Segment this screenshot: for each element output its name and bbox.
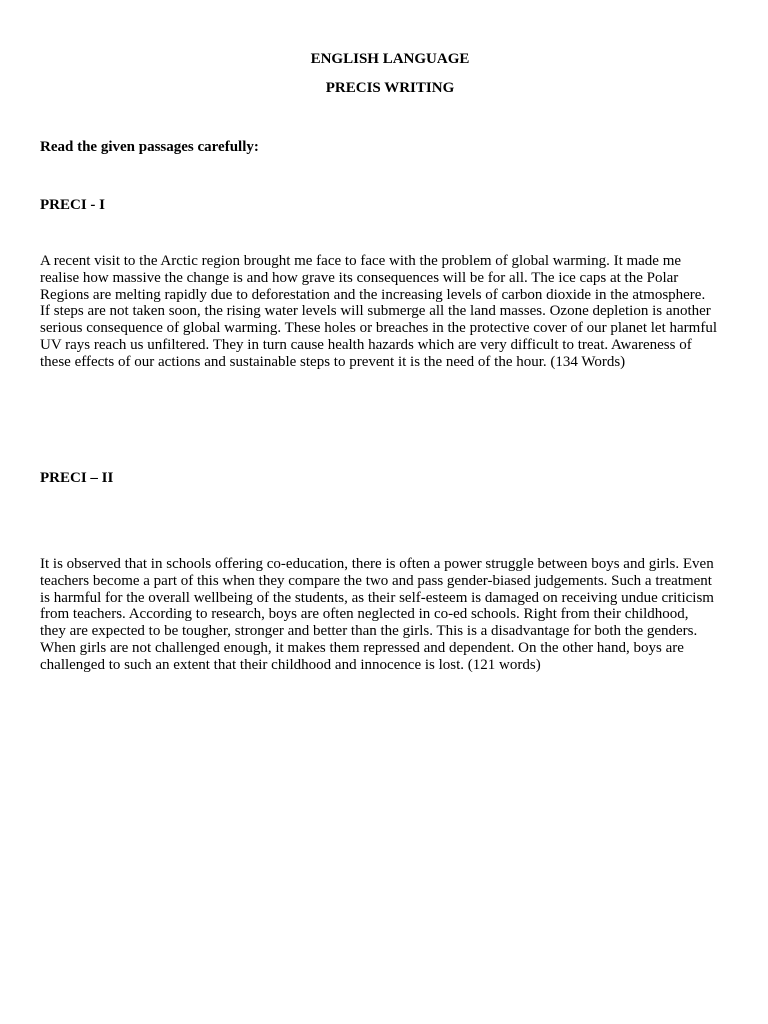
passage-line: UV rays reach us unfiltered. They in turn cause health hazards which are very difficult to treat. Awareness of <box>40 336 692 353</box>
passage-line: Regions are melting rapidly due to deforestation and the increasing levels of carbon dioxide in the atmosphere. <box>40 286 706 303</box>
section-heading-preci-2: PRECI – II <box>40 470 114 486</box>
document-subtitle: PRECIS WRITING <box>325 80 455 96</box>
passage-line: A recent visit to the Arctic region brought me face to face with the problem of global warming. It made me <box>40 253 682 269</box>
passage-line: they are expected to be tougher, stronger and better than the girls. This is a disadvantage for both the genders. <box>40 623 698 640</box>
passage-line: It is observed that in schools offering co-education, there is often a power struggle between boys and girls. Even <box>40 556 714 572</box>
passage-line: serious consequence of global warming. These holes or breaches in the protective cover of our planet let harmful <box>40 320 717 337</box>
passage-line: When girls are not challenged enough, it makes them repressed and dependent. On the other hand, boys are <box>40 639 684 656</box>
instruction-text: Read the given passages carefully: <box>40 139 259 155</box>
passage-line: realise how massive the change is and how grave its consequences will be for all. The ice caps at the Polar <box>40 269 679 286</box>
passage-line: is harmful for the overall wellbeing of the students, as their self-esteem is damaged on receiving undue criticism <box>40 589 714 606</box>
section-heading-preci-1: PRECI - I <box>40 197 106 213</box>
passage-line: If steps are not taken soon, the rising water levels will submerge all the land masses. Ozone depletion is another <box>40 303 711 320</box>
passage-line: teachers become a part of this when they compare the two and pass gender-biased judgements. Such a treatment <box>40 572 712 589</box>
passage-line: these effects of our actions and sustainable steps to prevent it is the need of the hour. (134 Words) <box>40 353 626 370</box>
passage-preci-2 <box>40 556 744 674</box>
passage-line: challenged to such an extent that their childhood and innocence is lost. (121 words) <box>40 656 541 673</box>
document-title: ENGLISH LANGUAGE <box>310 51 470 67</box>
passage-preci-1 <box>40 253 744 371</box>
passage-line: from teachers. According to research, boys are often neglected in co-ed schools. Right from their childhood, <box>40 606 689 623</box>
